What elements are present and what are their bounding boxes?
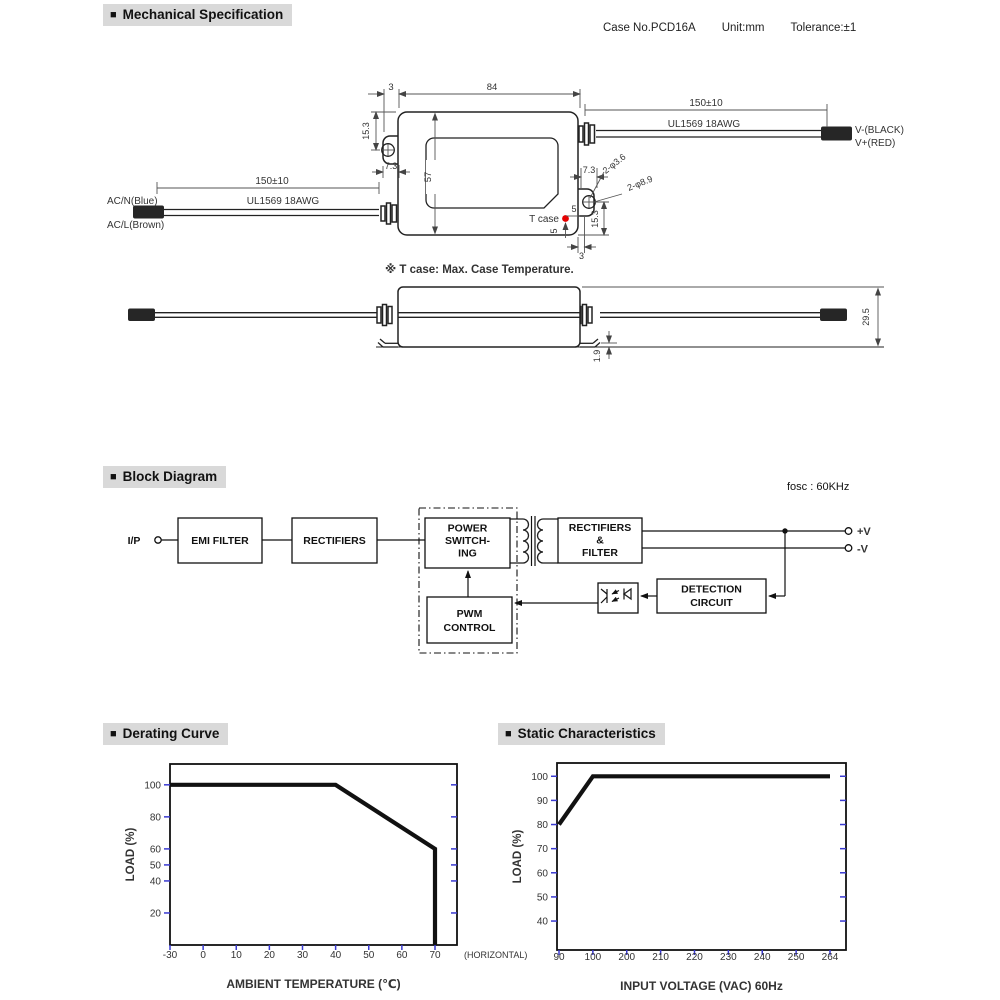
x-tick-label: 20 bbox=[263, 950, 275, 961]
section-header-derating bbox=[103, 723, 228, 745]
x-axis-title: INPUT VOLTAGE (VAC) 60Hz bbox=[620, 979, 783, 993]
screw-hole-left bbox=[382, 144, 395, 157]
x-tick-label: 200 bbox=[618, 952, 636, 963]
x-tick-label: 60 bbox=[396, 950, 408, 961]
hole-small-label: 2-φ3.6 bbox=[600, 151, 628, 176]
x-tick-label: 30 bbox=[296, 950, 309, 961]
dim-3-bottom-label: 3 bbox=[578, 251, 585, 261]
derating-curve-chart bbox=[0, 745, 528, 1000]
t-case-label: T case bbox=[529, 214, 559, 225]
block-diagram bbox=[0, 500, 1000, 680]
ac-neutral-label: AC/N(Blue) bbox=[107, 196, 158, 207]
y-tick-label: 100 bbox=[531, 771, 548, 783]
section-marker-icon: ■ bbox=[110, 9, 117, 21]
x-tick-label: 264 bbox=[821, 952, 839, 963]
section-title-derating: Derating Curve bbox=[122, 726, 220, 741]
power-switching-label-1: POWER bbox=[447, 522, 488, 535]
output-wires bbox=[585, 98, 904, 149]
power-switching-label-2: SWITCH- bbox=[445, 535, 490, 547]
dim-84 bbox=[399, 82, 580, 108]
y-tick-label: 60 bbox=[536, 868, 548, 880]
x-tick-label: 50 bbox=[363, 950, 375, 961]
input-wire-type-label: UL1569 18AWG bbox=[246, 196, 320, 207]
y-tick-label: 70 bbox=[536, 844, 548, 856]
dim-3-top-label: 3 bbox=[388, 82, 394, 93]
section-marker-icon: ■ bbox=[110, 471, 117, 483]
section-title-mechanical: Mechanical Specification bbox=[122, 7, 284, 22]
unit-label: Unit:mm bbox=[721, 22, 765, 34]
output-wire-type-label: UL1569 18AWG bbox=[667, 119, 741, 130]
static-characteristics-chart bbox=[500, 745, 1000, 1000]
section-title-static: Static Characteristics bbox=[517, 726, 656, 741]
y-tick-label: 20 bbox=[149, 908, 161, 920]
y-tick-label: 90 bbox=[536, 795, 548, 807]
x-tick-label: 210 bbox=[652, 952, 669, 963]
rectifiers-filter-label-3: FILTER bbox=[582, 547, 618, 559]
y-tick-label: 60 bbox=[149, 844, 161, 856]
optocoupler bbox=[598, 583, 638, 613]
data-line bbox=[559, 776, 830, 824]
input-wires bbox=[107, 176, 379, 231]
rectifiers-filter-label-1: RECTIFIERS bbox=[568, 522, 632, 534]
x-tick-label: 90 bbox=[553, 952, 565, 963]
dim-84-label: 84 bbox=[486, 82, 498, 93]
t-case-note: ※ T case: Max. Case Temperature. bbox=[385, 264, 574, 276]
case-number: Case No.PCD16A bbox=[603, 22, 696, 34]
y-tick-label: 40 bbox=[536, 916, 548, 928]
tolerance-label: Tolerance:±1 bbox=[790, 22, 857, 34]
section-marker-icon: ■ bbox=[505, 728, 512, 740]
pwm-control-label-2: CONTROL bbox=[443, 622, 496, 634]
y-tick-label: 100 bbox=[144, 780, 161, 792]
side-bushing-left bbox=[377, 305, 392, 326]
output-minus-terminal bbox=[845, 545, 852, 552]
y-axis-title: LOAD (%) bbox=[125, 827, 137, 882]
output-bushing bbox=[579, 123, 595, 145]
axis-box bbox=[170, 764, 457, 945]
fosc-label: fosc : 60KHz bbox=[787, 481, 850, 493]
side-view bbox=[128, 287, 884, 362]
x-tick-label: 70 bbox=[429, 950, 441, 961]
y-tick-label: 50 bbox=[536, 892, 548, 904]
input-length-label: 150±10 bbox=[255, 176, 289, 187]
y-tick-label: 80 bbox=[149, 812, 161, 824]
output-length-label: 150±10 bbox=[689, 98, 723, 109]
dim-7-3-right-label: 7.3 bbox=[582, 165, 596, 175]
output-minus-label: -V bbox=[857, 543, 868, 556]
x-tick-label: -30 bbox=[162, 950, 178, 961]
case-info-line bbox=[603, 22, 856, 34]
dim-15-3-left-label: 15.3 bbox=[361, 122, 371, 140]
v-minus-label: V-(BLACK) bbox=[855, 125, 904, 136]
data-line bbox=[170, 785, 435, 945]
y-axis-title: LOAD (%) bbox=[512, 829, 524, 884]
pwm-control-block bbox=[427, 597, 512, 643]
dim-15-3-right-label: 15.3 bbox=[590, 210, 600, 228]
output-plus-terminal bbox=[845, 528, 852, 535]
dim-29-5-label: 29.5 bbox=[861, 308, 871, 326]
x-tick-label: 40 bbox=[330, 950, 342, 961]
x-tick-label: 100 bbox=[584, 952, 602, 963]
ac-line-label: AC/L(Brown) bbox=[107, 220, 165, 231]
pwm-control-label-1: PWM bbox=[456, 608, 483, 620]
section-title-block-diagram: Block Diagram bbox=[122, 469, 218, 484]
rectifiers-label: RECTIFIERS bbox=[303, 535, 366, 547]
dim-29-5 bbox=[861, 289, 878, 346]
x-tick-label: 230 bbox=[720, 952, 737, 963]
detection-circuit-label-1: DETECTION bbox=[681, 583, 742, 596]
power-switching-label-3: ING bbox=[458, 547, 477, 560]
x-tick-label: 240 bbox=[753, 952, 771, 963]
dim-57-label: 57 bbox=[423, 171, 434, 183]
dim-1-9-label: 1.9 bbox=[592, 349, 602, 363]
section-header-block-diagram bbox=[103, 466, 226, 488]
x-axis-title: AMBIENT TEMPERATURE (℃) bbox=[226, 977, 401, 991]
side-flange-left bbox=[378, 339, 398, 347]
side-flange-right bbox=[580, 339, 600, 347]
dim-7-3-left-label: 7.3 bbox=[384, 161, 398, 171]
section-header-mechanical bbox=[103, 4, 292, 26]
y-tick-label: 80 bbox=[536, 820, 548, 832]
input-terminal-label: I/P bbox=[127, 535, 141, 547]
x-tick-label: 250 bbox=[787, 952, 805, 963]
axis-box bbox=[557, 763, 846, 950]
x-tick-label: 220 bbox=[686, 952, 703, 963]
output-plus-label: +V bbox=[857, 526, 871, 538]
dim-3-top bbox=[368, 82, 394, 132]
hole-large-label: 2-φ8.9 bbox=[625, 173, 654, 193]
section-marker-icon: ■ bbox=[110, 728, 117, 740]
input-wire-tip bbox=[133, 206, 164, 219]
y-tick-label: 50 bbox=[149, 860, 161, 872]
v-plus-label: V+(RED) bbox=[855, 138, 896, 149]
section-header-static bbox=[498, 723, 665, 745]
top-view bbox=[107, 82, 904, 276]
detection-circuit-label-2: CIRCUIT bbox=[690, 597, 733, 609]
x-axis-suffix-label: (HORIZONTAL) bbox=[464, 950, 528, 960]
dim-5-vertical-label: 5 bbox=[549, 228, 559, 234]
mechanical-drawing bbox=[0, 45, 1000, 400]
y-tick-label: 40 bbox=[149, 876, 161, 888]
output-wire-tip bbox=[821, 127, 852, 141]
dim-5-horizontal-label: 5 bbox=[571, 204, 577, 214]
input-bushing bbox=[381, 203, 397, 224]
input-terminal bbox=[155, 537, 161, 543]
x-tick-label: 0 bbox=[200, 950, 206, 961]
x-tick-label: 10 bbox=[230, 950, 242, 961]
rectifiers-filter-label-2: & bbox=[596, 534, 604, 547]
emi-filter-label: EMI FILTER bbox=[191, 535, 249, 547]
